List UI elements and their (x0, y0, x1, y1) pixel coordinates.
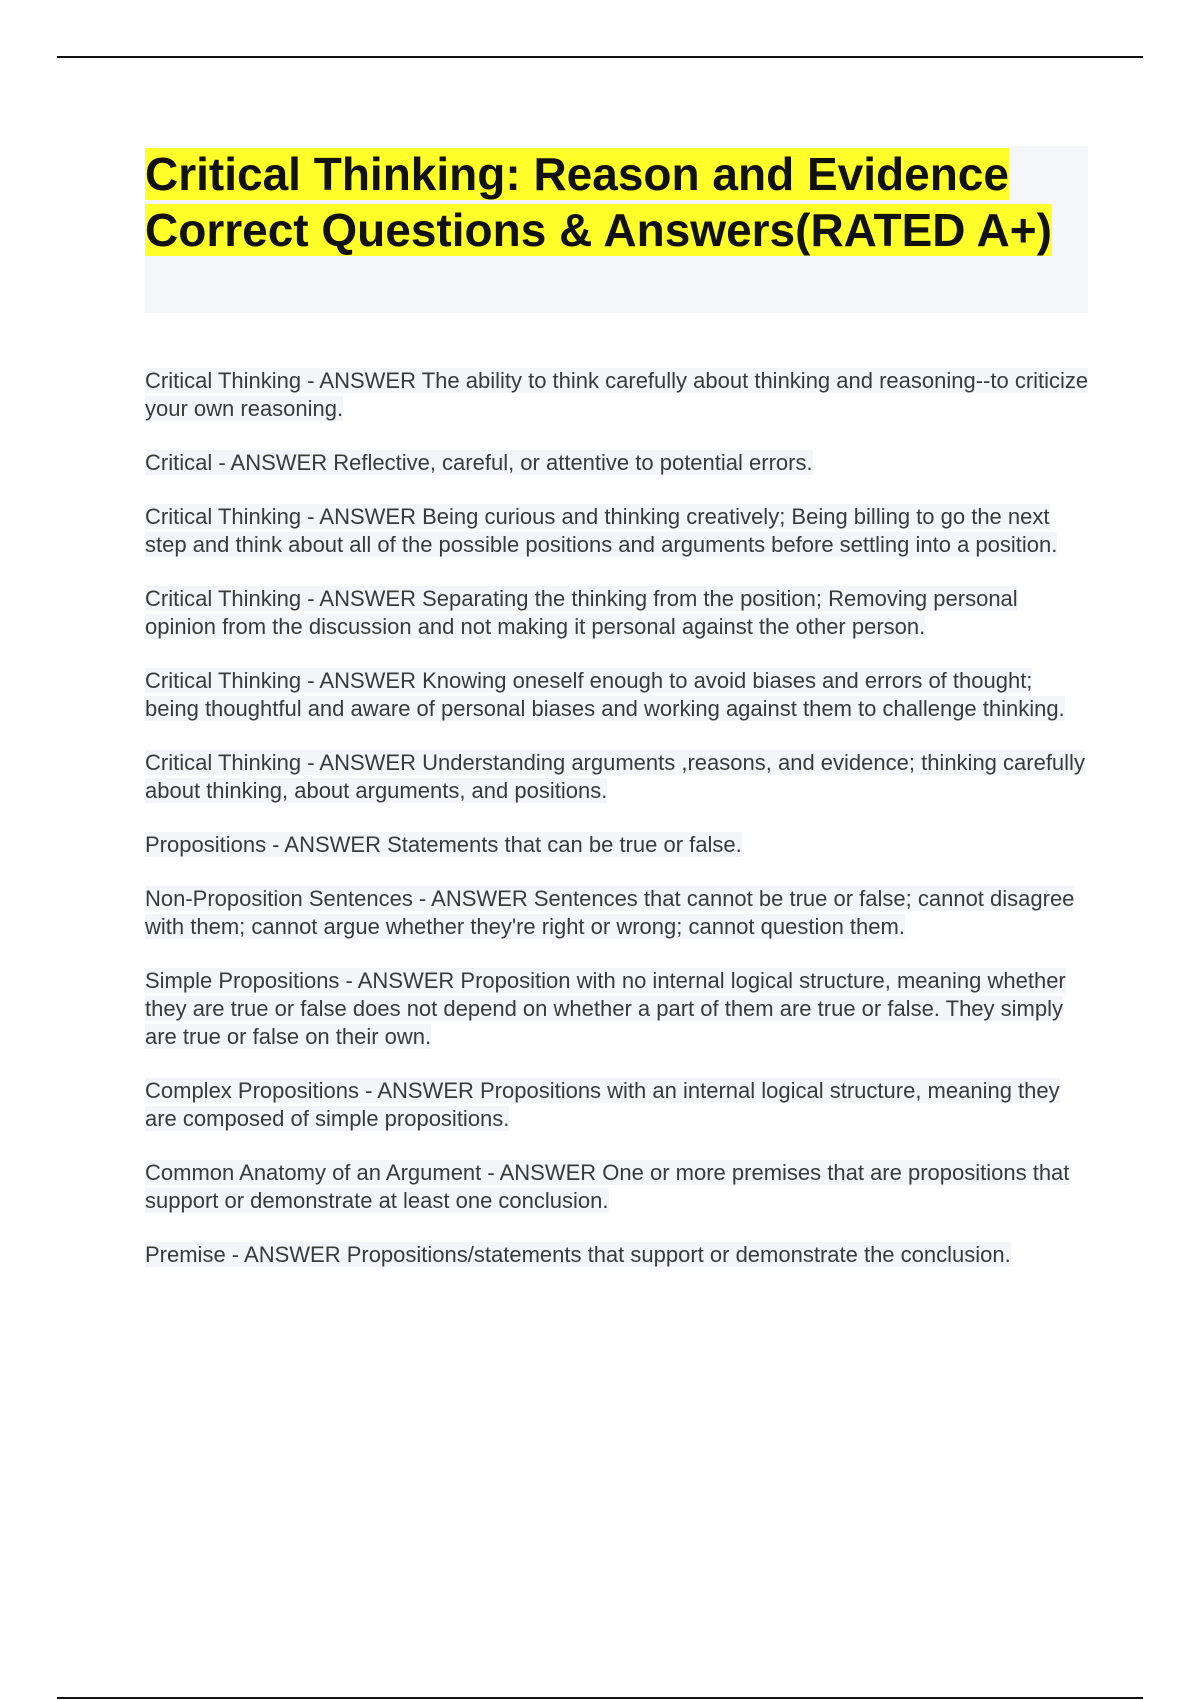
title-block (145, 146, 1088, 313)
top-rule (57, 56, 1143, 58)
qa-entry: Critical Thinking - ANSWER The ability to think carefully about thinking and reasoning--to criticize your own reasoning. (145, 368, 1089, 421)
qa-entry: Critical Thinking - ANSWER Understanding arguments ,reasons, and evidence; thinking carefully about thinking, about arguments, and positions. (145, 750, 1085, 803)
qa-entry: Premise - ANSWER Propositions/statements that support or demonstrate the conclusion. (145, 1242, 1011, 1267)
qa-entry: Non-Proposition Sentences - ANSWER Sentences that cannot be true or false; cannot disagree with them; cannot argue whether they're right or wrong; cannot question them. (145, 886, 1075, 939)
bottom-rule (57, 1697, 1143, 1699)
qa-entry: Simple Propositions - ANSWER Proposition with no internal logical structure, meaning whether they are true or false does not depend on whether a part of them are true or false. They simply are true or false on their own. (145, 968, 1066, 1049)
qa-entry: Common Anatomy of an Argument - ANSWER One or more premises that are propositions that support or demonstrate at least one conclusion. (145, 1160, 1070, 1213)
qa-entry: Critical Thinking - ANSWER Separating the thinking from the position; Removing personal opinion from the discussion and not making it personal against the other person. (145, 586, 1018, 639)
qa-entry: Critical Thinking - ANSWER Knowing oneself enough to avoid biases and errors of thought; being thoughtful and aware of personal biases and working against them to challenge thinking. (145, 668, 1065, 721)
qa-entry: Critical - ANSWER Reflective, careful, or attentive to potential errors. (145, 450, 813, 475)
qa-entry: Propositions - ANSWER Statements that can be true or false. (145, 832, 742, 857)
qa-entry: Complex Propositions - ANSWER Propositions with an internal logical structure, meaning they are composed of simple propositions. (145, 1078, 1060, 1131)
document-title: Critical Thinking: Reason and Evidence Correct Questions & Answers(RATED A+) (145, 148, 1052, 256)
qa-entry: Critical Thinking - ANSWER Being curious and thinking creatively; Being billing to go the next step and think about all of the possible positions and arguments before settling into a position. (145, 504, 1058, 557)
qa-list (145, 367, 1090, 1295)
